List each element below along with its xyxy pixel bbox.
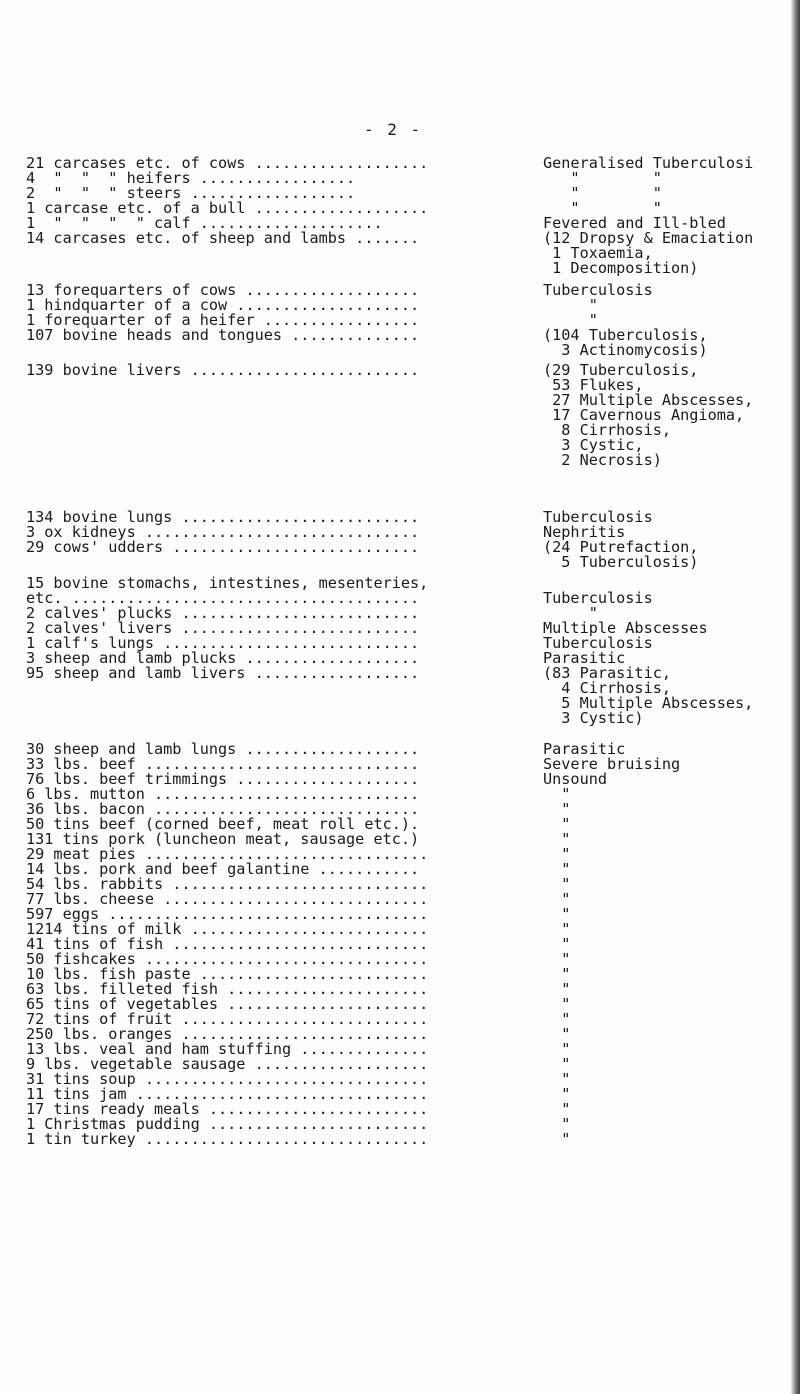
reason-line: (104 Tuberculosis, [543, 326, 708, 344]
reason-line: " [543, 1010, 571, 1028]
reason-line: 5 Multiple Abscesses, [543, 694, 754, 712]
item-line: 14 lbs. pork and beef galantine ........... [26, 860, 420, 878]
item-line: 29 cows' udders ........................... [26, 538, 420, 556]
item-line: 2 calves' plucks .......................... [26, 604, 420, 622]
reason-line: " [543, 920, 571, 938]
reason-line: " [543, 995, 571, 1013]
reason-line: " [543, 1130, 571, 1148]
reason-line: " [543, 1055, 571, 1073]
item-line: 597 eggs ................................... [26, 905, 429, 923]
reason-line: " [543, 965, 571, 983]
item-line: 72 tins of fruit ........................... [26, 1010, 429, 1028]
item-line: 250 lbs. oranges ........................... [26, 1025, 429, 1043]
item-line: 15 bovine stomachs, intestines, mesenteries, [26, 574, 429, 592]
reason-line: Unsound [543, 770, 608, 788]
item-line: 1 " " " " calf .................... [26, 214, 383, 232]
item-line: 36 lbs. bacon ............................. [26, 800, 420, 818]
item-line: 9 lbs. vegetable sausage ................... [26, 1055, 429, 1073]
reason-line: Tuberculosis [543, 589, 653, 607]
reason-line: " [543, 1025, 571, 1043]
page-number: - 2 - [364, 120, 423, 139]
reason-line: " [543, 1085, 571, 1103]
reason-line: " [543, 296, 598, 314]
item-line: 33 lbs. beef .............................. [26, 755, 420, 773]
reason-line: " [543, 1070, 571, 1088]
item-line: 6 lbs. mutton ............................. [26, 785, 420, 803]
reason-line: 17 Cavernous Angioma, [543, 406, 745, 424]
reason-line: " [543, 875, 571, 893]
item-line: 3 sheep and lamb plucks ................... [26, 649, 420, 667]
reason-line: " [543, 800, 571, 818]
item-line: 10 lbs. fish paste ......................... [26, 965, 429, 983]
item-line: 31 tins soup ............................... [26, 1070, 429, 1088]
reason-line: Nephritis [543, 523, 626, 541]
page-edge-shadow [791, 0, 800, 1394]
reason-line: 8 Cirrhosis, [543, 421, 672, 439]
reason-line: Parasitic [543, 649, 626, 667]
item-line: 95 sheep and lamb livers .................. [26, 664, 420, 682]
reason-line: " [543, 1040, 571, 1058]
item-line: 11 tins jam ................................ [26, 1085, 429, 1103]
reason-line: 3 Actinomycosis) [543, 341, 708, 359]
reason-line: " " [543, 199, 662, 217]
item-line: 30 sheep and lamb lungs ................... [26, 740, 420, 758]
reason-line: 1 Decomposition) [543, 259, 699, 277]
item-line: 76 lbs. beef trimmings .................... [26, 770, 420, 788]
item-line: 1 hindquarter of a cow .................... [26, 296, 420, 314]
item-line: 131 tins pork (luncheon meat, sausage etc.) [26, 830, 420, 848]
reason-line: (12 Dropsy & Emaciation [543, 229, 754, 247]
reason-line: " [543, 950, 571, 968]
reason-line: (29 Tuberculosis, [543, 361, 699, 379]
reason-line: (83 Parasitic, [543, 664, 672, 682]
item-line: 77 lbs. cheese ............................. [26, 890, 429, 908]
item-line: 1 carcase etc. of a bull ................... [26, 199, 429, 217]
item-line: 54 lbs. rabbits ............................ [26, 875, 429, 893]
item-line: 107 bovine heads and tongues .............. [26, 326, 420, 344]
reason-line: Generalised Tuberculosi [543, 154, 754, 172]
reason-line: Multiple Abscesses [543, 619, 708, 637]
reason-line: Severe bruising [543, 755, 681, 773]
reason-line: 2 Necrosis) [543, 451, 662, 469]
reason-line: " [543, 830, 571, 848]
item-line: 17 tins ready meals ........................ [26, 1100, 429, 1118]
item-line: 3 ox kidneys .............................. [26, 523, 420, 541]
reason-line: " [543, 815, 571, 833]
reason-line: " [543, 1115, 571, 1133]
reason-line: " [543, 604, 598, 622]
item-line: 63 lbs. filleted fish ...................... [26, 980, 429, 998]
item-line: 2 calves' livers .......................... [26, 619, 420, 637]
item-line: etc. ...................................... [26, 589, 420, 607]
reason-line: " [543, 860, 571, 878]
item-line: 4 " " " heifers ................. [26, 169, 356, 187]
reason-line: " [543, 935, 571, 953]
item-line: 139 bovine livers ......................... [26, 361, 420, 379]
reason-line: Tuberculosis [543, 281, 653, 299]
reason-line: " [543, 845, 571, 863]
reason-line: 27 Multiple Abscesses, [543, 391, 754, 409]
item-line: 134 bovine lungs .......................... [26, 508, 420, 526]
item-line: 1 forequarter of a heifer ................. [26, 311, 420, 329]
reason-line: (24 Putrefaction, [543, 538, 699, 556]
reason-line: 53 Flukes, [543, 376, 644, 394]
item-line: 1 tin turkey ............................... [26, 1130, 429, 1148]
reason-line: " " [543, 169, 662, 187]
item-line: 1214 tins of milk .......................... [26, 920, 429, 938]
item-line: 41 tins of fish ............................ [26, 935, 429, 953]
item-line: 65 tins of vegetables ...................... [26, 995, 429, 1013]
reason-line: " [543, 905, 571, 923]
item-line: 50 tins beef (corned beef, meat roll etc.). [26, 815, 420, 833]
item-line: 13 lbs. veal and ham stuffing .............. [26, 1040, 429, 1058]
item-line: 1 Christmas pudding ........................ [26, 1115, 429, 1133]
reason-line: Tuberculosis [543, 634, 653, 652]
reason-line: 5 Tuberculosis) [543, 553, 699, 571]
reason-line: 3 Cystic) [543, 709, 644, 727]
reason-line: 3 Cystic, [543, 436, 644, 454]
reason-line: 4 Cirrhosis, [543, 679, 672, 697]
reason-line: " [543, 785, 571, 803]
reason-line: " [543, 1100, 571, 1118]
reason-line: 1 Toxaemia, [543, 244, 653, 262]
reason-line: " [543, 980, 571, 998]
item-line: 50 fishcakes ............................... [26, 950, 429, 968]
item-line: 29 meat pies ............................... [26, 845, 429, 863]
item-line: 1 calf's lungs ............................ [26, 634, 420, 652]
reason-line: " [543, 890, 571, 908]
item-line: 14 carcases etc. of sheep and lambs ....... [26, 229, 420, 247]
reason-line: Parasitic [543, 740, 626, 758]
item-line: 13 forequarters of cows ................... [26, 281, 420, 299]
reason-line: Tuberculosis [543, 508, 653, 526]
reason-line: " " [543, 184, 662, 202]
reason-line: " [543, 311, 598, 329]
item-line: 21 carcases etc. of cows ................... [26, 154, 429, 172]
item-line: 2 " " " steers .................. [26, 184, 356, 202]
reason-line: Fevered and Ill-bled [543, 214, 726, 232]
